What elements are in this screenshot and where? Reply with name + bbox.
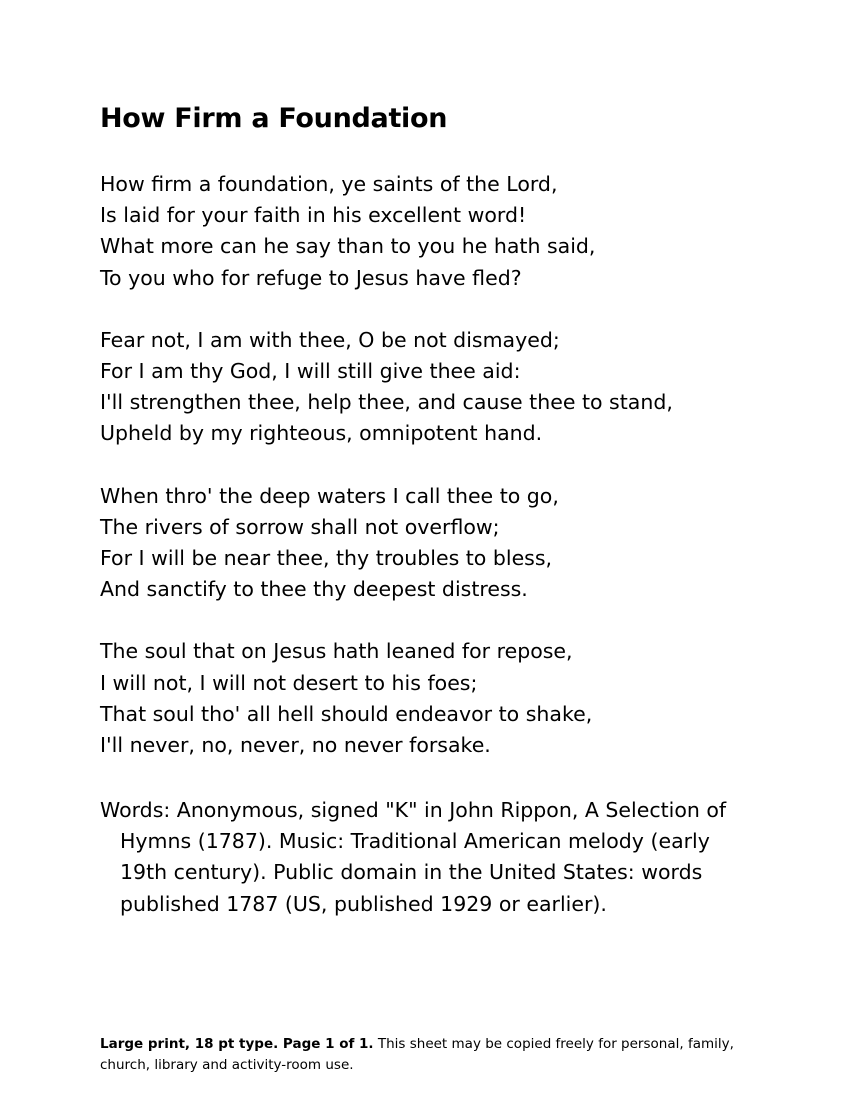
verse-line: When thro' the deep waters I call thee to go,	[100, 483, 559, 508]
verse-line: I'll strengthen thee, help thee, and cause thee to stand,	[100, 390, 673, 415]
verses	[100, 169, 673, 792]
verse-line: What more can he say than to you he hath said,	[100, 234, 596, 259]
verse-3	[100, 481, 673, 606]
credits: Words: Anonymous, signed "K" in John Rippon, A Selection of Hymns (1787). Music: Traditional American melody (early 19th century). Public domain in the United States: words published 1787 (US, published 1929 or earlier).	[100, 798, 727, 916]
verse-line: Fear not, I am with thee, O be not dismayed;	[100, 327, 560, 352]
footer-text: This sheet may be copied freely for personal, family, church, library and activity-room use.	[100, 1036, 734, 1073]
verse-line: The rivers of sorrow shall not overflow;	[100, 514, 500, 539]
verse-line: And sanctify to thee thy deepest distress.	[100, 577, 528, 602]
verse-2	[100, 325, 673, 450]
verse-line: Upheld by my righteous, omnipotent hand.	[100, 421, 543, 446]
verse-line: That soul tho' all hell should endeavor to shake,	[100, 701, 593, 726]
verse-line: To you who for refuge to Jesus have fled?	[100, 265, 522, 290]
footer-bold-text: Large print, 18 pt type. Page 1 of 1.	[100, 1036, 374, 1052]
footer-note	[100, 1034, 740, 1075]
verse-line: I'll never, no, never, no never forsake.	[100, 733, 491, 758]
verse-line: For I am thy God, I will still give thee aid:	[100, 359, 521, 384]
verse-line: For I will be near thee, thy troubles to bless,	[100, 546, 553, 571]
verse-4	[100, 636, 673, 761]
page-title: How Firm a Foundation	[100, 103, 448, 134]
verse-1	[100, 169, 673, 294]
verse-line: I will not, I will not desert to his foes;	[100, 670, 478, 695]
verse-line: The soul that on Jesus hath leaned for repose,	[100, 639, 573, 664]
verse-line: How firm a foundation, ye saints of the Lord,	[100, 172, 558, 196]
verse-line: Is laid for your faith in his excellent word!	[100, 203, 527, 228]
